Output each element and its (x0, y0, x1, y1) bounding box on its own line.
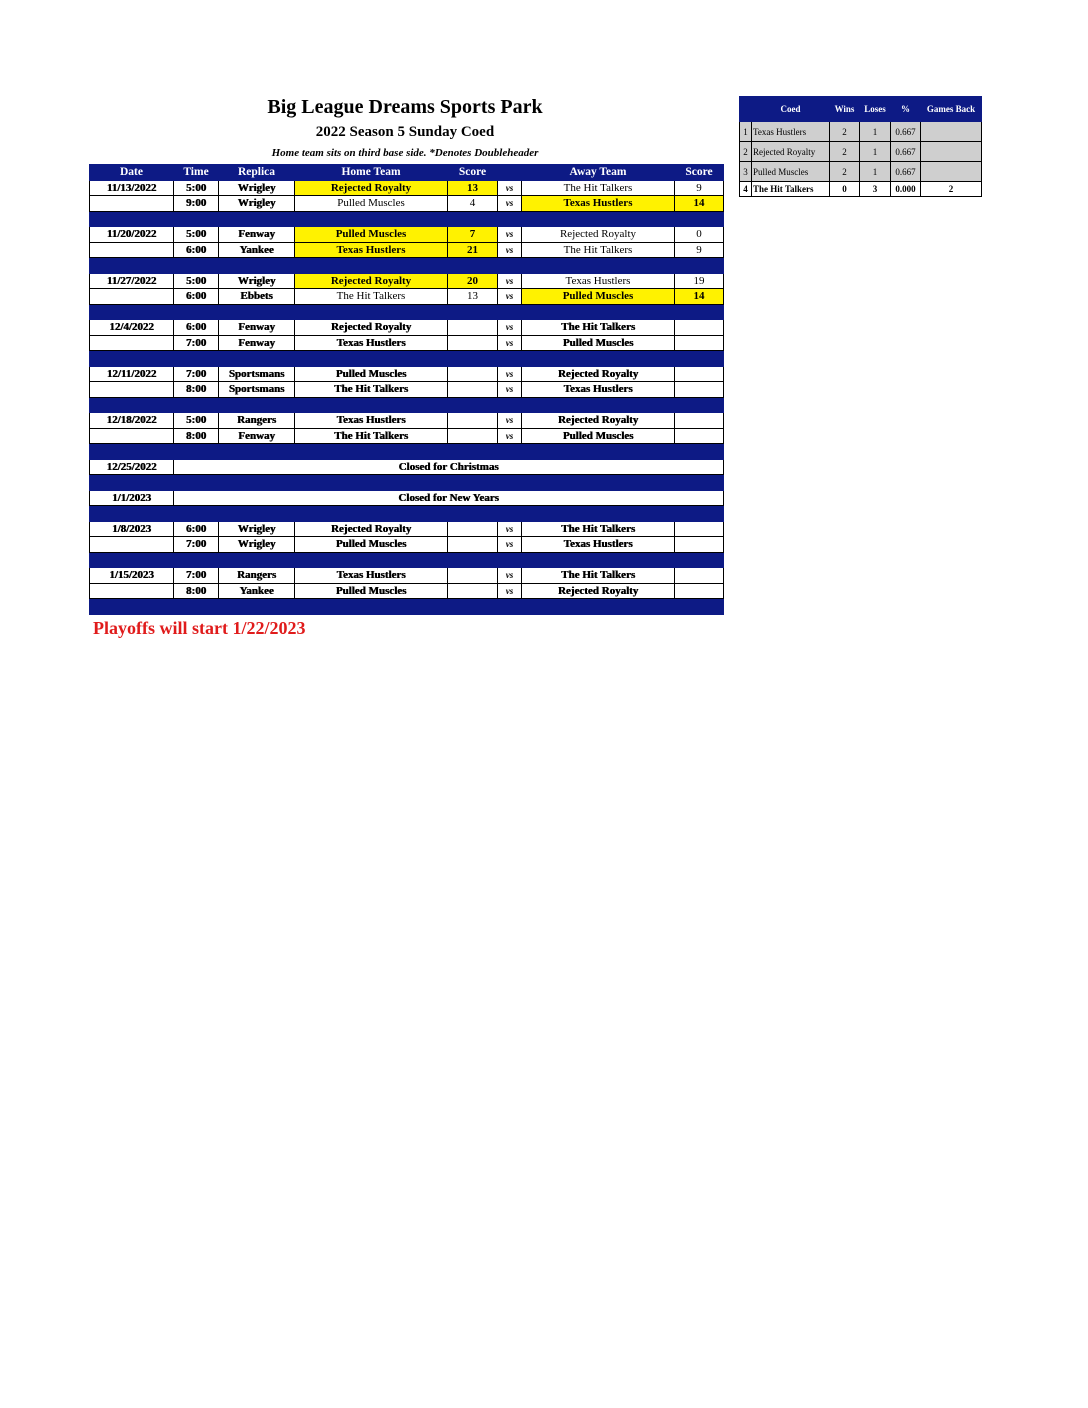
vs-cell: vs (498, 273, 522, 289)
game-row (90, 413, 724, 429)
vs-cell: vs (498, 335, 522, 351)
pct-cell: 0.667 (891, 162, 921, 182)
separator-cell (675, 351, 724, 367)
separator-cell (295, 552, 448, 568)
replica-cell: Rangers (219, 413, 295, 429)
page-subtitle: 2022 Season 5 Sunday Coed (315, 124, 495, 140)
home-team-cell: The Hit Talkers (295, 428, 448, 444)
time-cell: 8:00 (174, 583, 219, 599)
vs-cell: vs (498, 583, 522, 599)
page-title: Big League Dreams Sports Park (267, 96, 543, 118)
time-cell: 8:00 (174, 382, 219, 398)
away-score-cell (675, 320, 724, 336)
game-row (90, 583, 724, 599)
replica-cell: Wrigley (219, 537, 295, 553)
schedule-table (89, 164, 724, 615)
separator-row (90, 506, 724, 522)
vs-cell: vs (498, 320, 522, 336)
away-team-cell: The Hit Talkers (522, 568, 675, 584)
separator-cell (675, 304, 724, 320)
time-cell: 5:00 (174, 273, 219, 289)
time-cell: 5:00 (174, 413, 219, 429)
separator-cell (498, 444, 522, 460)
separator-row (90, 475, 724, 491)
date-cell: 1/8/2023 (90, 521, 174, 537)
home-score-cell (448, 413, 498, 429)
away-score-cell: 0 (675, 227, 724, 243)
home-team-cell: Texas Hustlers (295, 568, 448, 584)
home-team-cell: Rejected Royalty (295, 180, 448, 196)
separator-cell (522, 475, 675, 491)
separator-cell (90, 258, 174, 274)
team-cell: The Hit Talkers (752, 182, 830, 197)
home-score-cell: 4 (448, 196, 498, 212)
away-score-cell (675, 428, 724, 444)
game-row (90, 366, 724, 382)
standings-header-row (740, 97, 982, 122)
home-team-cell: Rejected Royalty (295, 320, 448, 336)
separator-cell (90, 304, 174, 320)
date-cell: 1/1/2023 (90, 490, 174, 506)
away-score-cell (675, 537, 724, 553)
separator-cell (174, 211, 219, 227)
replica-cell: Wrigley (219, 196, 295, 212)
standings-column-header: Games Back (921, 97, 982, 122)
replica-cell: Ebbets (219, 289, 295, 305)
home-score-cell (448, 382, 498, 398)
away-score-cell (675, 583, 724, 599)
separator-row (90, 211, 724, 227)
rank-cell: 4 (740, 182, 752, 197)
home-team-cell: Texas Hustlers (295, 335, 448, 351)
away-team-cell: Pulled Muscles (522, 335, 675, 351)
vs-cell: vs (498, 242, 522, 258)
home-score-cell (448, 428, 498, 444)
separator-cell (522, 599, 675, 615)
replica-cell: Yankee (219, 242, 295, 258)
separator-cell (295, 211, 448, 227)
separator-cell (448, 304, 498, 320)
separator-cell (522, 397, 675, 413)
away-score-cell: 9 (675, 180, 724, 196)
separator-cell (295, 444, 448, 460)
separator-cell (90, 599, 174, 615)
standings-column-header: % (891, 97, 921, 122)
separator-cell (675, 444, 724, 460)
replica-cell: Wrigley (219, 521, 295, 537)
separator-cell (448, 475, 498, 491)
home-score-cell: 21 (448, 242, 498, 258)
game-row (90, 180, 724, 196)
separator-cell (675, 258, 724, 274)
separator-cell (522, 506, 675, 522)
date-cell: 11/20/2022 (90, 227, 174, 243)
date-cell: 1/15/2023 (90, 568, 174, 584)
replica-cell: Wrigley (219, 180, 295, 196)
separator-cell (498, 211, 522, 227)
vs-cell: vs (498, 366, 522, 382)
separator-cell (498, 351, 522, 367)
schedule-column-header: Time (174, 165, 219, 181)
home-team-cell: The Hit Talkers (295, 289, 448, 305)
away-team-cell: The Hit Talkers (522, 180, 675, 196)
home-score-cell (448, 537, 498, 553)
away-score-cell: 19 (675, 273, 724, 289)
separator-row (90, 304, 724, 320)
away-team-cell: Rejected Royalty (522, 583, 675, 599)
time-cell: 8:00 (174, 428, 219, 444)
schedule-column-header (498, 165, 522, 181)
separator-cell (295, 258, 448, 274)
schedule-column-header: Score (675, 165, 724, 181)
rank-cell: 2 (740, 142, 752, 162)
separator-cell (90, 211, 174, 227)
home-team-cell: Rejected Royalty (295, 273, 448, 289)
away-score-cell (675, 521, 724, 537)
home-score-cell: 7 (448, 227, 498, 243)
separator-row (90, 444, 724, 460)
vs-cell: vs (498, 196, 522, 212)
replica-cell: Rangers (219, 568, 295, 584)
separator-cell (219, 304, 295, 320)
separator-cell (219, 211, 295, 227)
separator-cell (498, 599, 522, 615)
time-cell: 5:00 (174, 227, 219, 243)
game-row (90, 335, 724, 351)
games-back-cell: 2 (921, 182, 982, 197)
separator-cell (219, 444, 295, 460)
separator-cell (675, 475, 724, 491)
separator-row (90, 351, 724, 367)
separator-cell (675, 211, 724, 227)
away-team-cell: Rejected Royalty (522, 366, 675, 382)
date-cell (90, 289, 174, 305)
separator-cell (448, 552, 498, 568)
separator-cell (295, 351, 448, 367)
home-score-cell (448, 366, 498, 382)
date-cell: 12/18/2022 (90, 413, 174, 429)
separator-cell (295, 506, 448, 522)
replica-cell: Sportsmans (219, 382, 295, 398)
time-cell: 7:00 (174, 537, 219, 553)
time-cell: 7:00 (174, 335, 219, 351)
game-row (90, 428, 724, 444)
separator-cell (522, 258, 675, 274)
separator-cell (498, 552, 522, 568)
separator-cell (295, 599, 448, 615)
separator-cell (219, 351, 295, 367)
home-team-cell: Pulled Muscles (295, 196, 448, 212)
game-row (90, 196, 724, 212)
separator-cell (174, 552, 219, 568)
time-cell: 5:00 (174, 180, 219, 196)
game-row (90, 521, 724, 537)
date-cell: 12/25/2022 (90, 459, 174, 475)
separator-cell (90, 506, 174, 522)
schedule-column-header: Date (90, 165, 174, 181)
vs-cell: vs (498, 382, 522, 398)
standings-column-header (740, 97, 752, 122)
schedule-column-header: Replica (219, 165, 295, 181)
separator-cell (448, 258, 498, 274)
schedule-column-header: Away Team (522, 165, 675, 181)
home-team-cell: Pulled Muscles (295, 537, 448, 553)
date-cell (90, 583, 174, 599)
loses-cell: 1 (860, 162, 891, 182)
standings-row (740, 142, 982, 162)
separator-cell (448, 397, 498, 413)
away-team-cell: Rejected Royalty (522, 413, 675, 429)
game-row (90, 320, 724, 336)
game-row (90, 537, 724, 553)
separator-cell (90, 444, 174, 460)
time-cell: 6:00 (174, 320, 219, 336)
separator-cell (295, 304, 448, 320)
home-team-cell: Pulled Muscles (295, 227, 448, 243)
game-row (90, 289, 724, 305)
standings-row (740, 182, 982, 197)
separator-cell (295, 397, 448, 413)
home-score-cell (448, 335, 498, 351)
home-score-cell (448, 568, 498, 584)
date-cell: 11/13/2022 (90, 180, 174, 196)
wins-cell: 2 (830, 142, 860, 162)
date-cell (90, 537, 174, 553)
pct-cell: 0.667 (891, 122, 921, 142)
home-team-cell: Texas Hustlers (295, 413, 448, 429)
separator-cell (448, 599, 498, 615)
separator-cell (498, 506, 522, 522)
separator-cell (522, 304, 675, 320)
game-row (90, 382, 724, 398)
date-cell: 11/27/2022 (90, 273, 174, 289)
separator-cell (522, 211, 675, 227)
separator-cell (675, 599, 724, 615)
separator-cell (174, 475, 219, 491)
separator-cell (219, 506, 295, 522)
vs-cell: vs (498, 428, 522, 444)
date-cell: 12/4/2022 (90, 320, 174, 336)
separator-cell (90, 351, 174, 367)
away-team-cell: Pulled Muscles (522, 428, 675, 444)
time-cell: 6:00 (174, 289, 219, 305)
vs-cell: vs (498, 227, 522, 243)
games-back-cell (921, 142, 982, 162)
vs-cell: vs (498, 521, 522, 537)
separator-cell (498, 475, 522, 491)
separator-cell (498, 304, 522, 320)
separator-cell (448, 444, 498, 460)
game-row (90, 568, 724, 584)
standings-column-header: Wins (830, 97, 860, 122)
away-team-cell: Rejected Royalty (522, 227, 675, 243)
separator-cell (219, 599, 295, 615)
separator-cell (90, 397, 174, 413)
closed-notice: Closed for Christmas (174, 459, 724, 475)
time-cell: 7:00 (174, 366, 219, 382)
separator-cell (522, 552, 675, 568)
separator-cell (522, 444, 675, 460)
away-team-cell: The Hit Talkers (522, 242, 675, 258)
standings-row (740, 162, 982, 182)
wins-cell: 0 (830, 182, 860, 197)
separator-cell (498, 258, 522, 274)
date-cell (90, 242, 174, 258)
away-score-cell (675, 382, 724, 398)
standings-column-header: Coed (752, 97, 830, 122)
vs-cell: vs (498, 537, 522, 553)
games-back-cell (921, 122, 982, 142)
separator-cell (219, 397, 295, 413)
separator-row (90, 258, 724, 274)
pct-cell: 0.667 (891, 142, 921, 162)
wins-cell: 2 (830, 162, 860, 182)
away-score-cell: 9 (675, 242, 724, 258)
home-score-cell: 20 (448, 273, 498, 289)
replica-cell: Sportsmans (219, 366, 295, 382)
separator-cell (174, 351, 219, 367)
separator-cell (448, 211, 498, 227)
vs-cell: vs (498, 568, 522, 584)
away-score-cell (675, 366, 724, 382)
schedule-column-header: Score (448, 165, 498, 181)
date-cell (90, 428, 174, 444)
rank-cell: 1 (740, 122, 752, 142)
away-team-cell: Texas Hustlers (522, 382, 675, 398)
home-score-cell: 13 (448, 289, 498, 305)
home-score-cell: 13 (448, 180, 498, 196)
date-cell: 12/11/2022 (90, 366, 174, 382)
away-team-cell: Texas Hustlers (522, 273, 675, 289)
home-team-cell: The Hit Talkers (295, 382, 448, 398)
separator-cell (675, 397, 724, 413)
standings-table (739, 96, 982, 197)
home-score-cell (448, 320, 498, 336)
game-row (90, 242, 724, 258)
standings-column-header: Loses (860, 97, 891, 122)
separator-row (90, 599, 724, 615)
closed-row (90, 459, 724, 475)
away-team-cell: The Hit Talkers (522, 320, 675, 336)
date-cell (90, 196, 174, 212)
loses-cell: 3 (860, 182, 891, 197)
game-row (90, 227, 724, 243)
replica-cell: Fenway (219, 428, 295, 444)
separator-cell (174, 506, 219, 522)
team-cell: Texas Hustlers (752, 122, 830, 142)
replica-cell: Fenway (219, 320, 295, 336)
separator-cell (174, 599, 219, 615)
separator-row (90, 552, 724, 568)
separator-cell (174, 397, 219, 413)
home-score-cell (448, 521, 498, 537)
time-cell: 6:00 (174, 521, 219, 537)
vs-cell: vs (498, 413, 522, 429)
separator-cell (522, 351, 675, 367)
team-cell: Rejected Royalty (752, 142, 830, 162)
separator-cell (675, 506, 724, 522)
separator-cell (448, 506, 498, 522)
time-cell: 9:00 (174, 196, 219, 212)
standings-row (740, 122, 982, 142)
loses-cell: 1 (860, 122, 891, 142)
home-team-cell: Pulled Muscles (295, 583, 448, 599)
time-cell: 6:00 (174, 242, 219, 258)
separator-cell (295, 475, 448, 491)
vs-cell: vs (498, 289, 522, 305)
home-score-cell (448, 583, 498, 599)
away-team-cell: The Hit Talkers (522, 521, 675, 537)
away-team-cell: Texas Hustlers (522, 537, 675, 553)
team-cell: Pulled Muscles (752, 162, 830, 182)
date-cell (90, 382, 174, 398)
separator-row (90, 397, 724, 413)
separator-cell (174, 258, 219, 274)
separator-cell (675, 552, 724, 568)
home-team-cell: Texas Hustlers (295, 242, 448, 258)
separator-cell (90, 552, 174, 568)
loses-cell: 1 (860, 142, 891, 162)
playoffs-notice: Playoffs will start 1/22/2023 (93, 618, 306, 638)
replica-cell: Fenway (219, 227, 295, 243)
away-score-cell (675, 413, 724, 429)
time-cell: 7:00 (174, 568, 219, 584)
home-team-cell: Pulled Muscles (295, 366, 448, 382)
home-team-cell: Rejected Royalty (295, 521, 448, 537)
games-back-cell (921, 162, 982, 182)
replica-cell: Wrigley (219, 273, 295, 289)
separator-cell (498, 397, 522, 413)
separator-cell (174, 444, 219, 460)
schedule-header-row (90, 165, 724, 181)
away-score-cell (675, 335, 724, 351)
game-row (90, 273, 724, 289)
replica-cell: Yankee (219, 583, 295, 599)
separator-cell (90, 475, 174, 491)
schedule-note: Home team sits on third base side. *Denotes Doubleheader (271, 147, 539, 159)
pct-cell: 0.000 (891, 182, 921, 197)
separator-cell (219, 475, 295, 491)
away-team-cell: Pulled Muscles (522, 289, 675, 305)
wins-cell: 2 (830, 122, 860, 142)
closed-row (90, 490, 724, 506)
vs-cell: vs (498, 180, 522, 196)
separator-cell (448, 351, 498, 367)
away-score-cell: 14 (675, 196, 724, 212)
schedule-column-header: Home Team (295, 165, 448, 181)
replica-cell: Fenway (219, 335, 295, 351)
away-score-cell (675, 568, 724, 584)
separator-cell (174, 304, 219, 320)
away-score-cell: 14 (675, 289, 724, 305)
separator-cell (219, 258, 295, 274)
closed-notice: Closed for New Years (174, 490, 724, 506)
date-cell (90, 335, 174, 351)
separator-cell (219, 552, 295, 568)
rank-cell: 3 (740, 162, 752, 182)
away-team-cell: Texas Hustlers (522, 196, 675, 212)
